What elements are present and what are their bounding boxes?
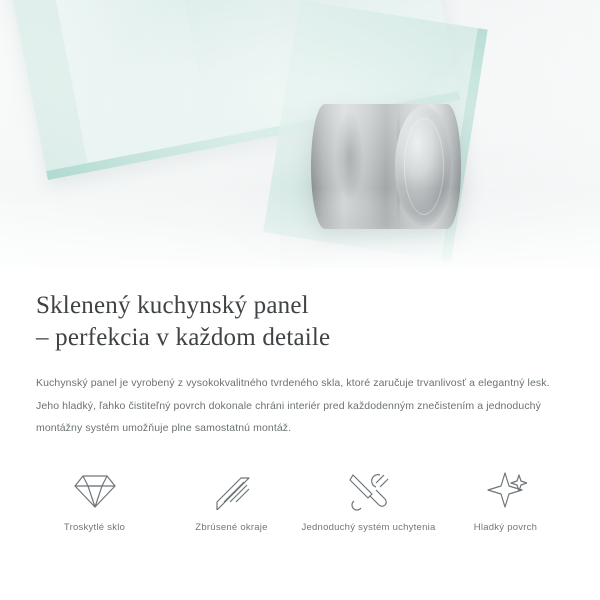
headline-line-2: – perfekcia v každom detaile: [36, 324, 331, 351]
hero-image: [0, 0, 600, 268]
diamond-icon: [26, 468, 163, 514]
feature-item-tempered-glass: [26, 468, 163, 534]
beveled-edges-icon: [163, 468, 300, 514]
feature-label: Troskytlé sklo: [63, 522, 126, 533]
sparkle-icon: [437, 468, 574, 514]
page-title: [0, 268, 600, 354]
feature-list: [0, 468, 600, 534]
hero-vignette: [0, 0, 600, 268]
feature-label: Hladký povrch: [473, 522, 538, 533]
body-paragraph: Kuchynský panel je vyrobený z vysokokvalitného tvrdeného skla, ktoré zaručuje trvanlivosť a elegantný lesk. Jeho hladký, ľahko čistiteľný povrch dokonale chráni interiér pred každodenným znečistením a jednoduchý montážny systém umožňuje plne samostatnú montáž.: [36, 377, 550, 435]
feature-label: Jednoduchý systém uchytenia: [301, 522, 436, 533]
feature-item-easy-mounting: [300, 468, 437, 534]
feature-label: Zbrúsené okraje: [195, 522, 268, 533]
headline-line-1: Sklenený kuchynský panel: [36, 292, 309, 319]
tools-icon: [300, 468, 437, 514]
feature-item-beveled-edges: [163, 468, 300, 534]
feature-item-smooth-surface: [437, 468, 574, 534]
content-block: [0, 268, 600, 440]
